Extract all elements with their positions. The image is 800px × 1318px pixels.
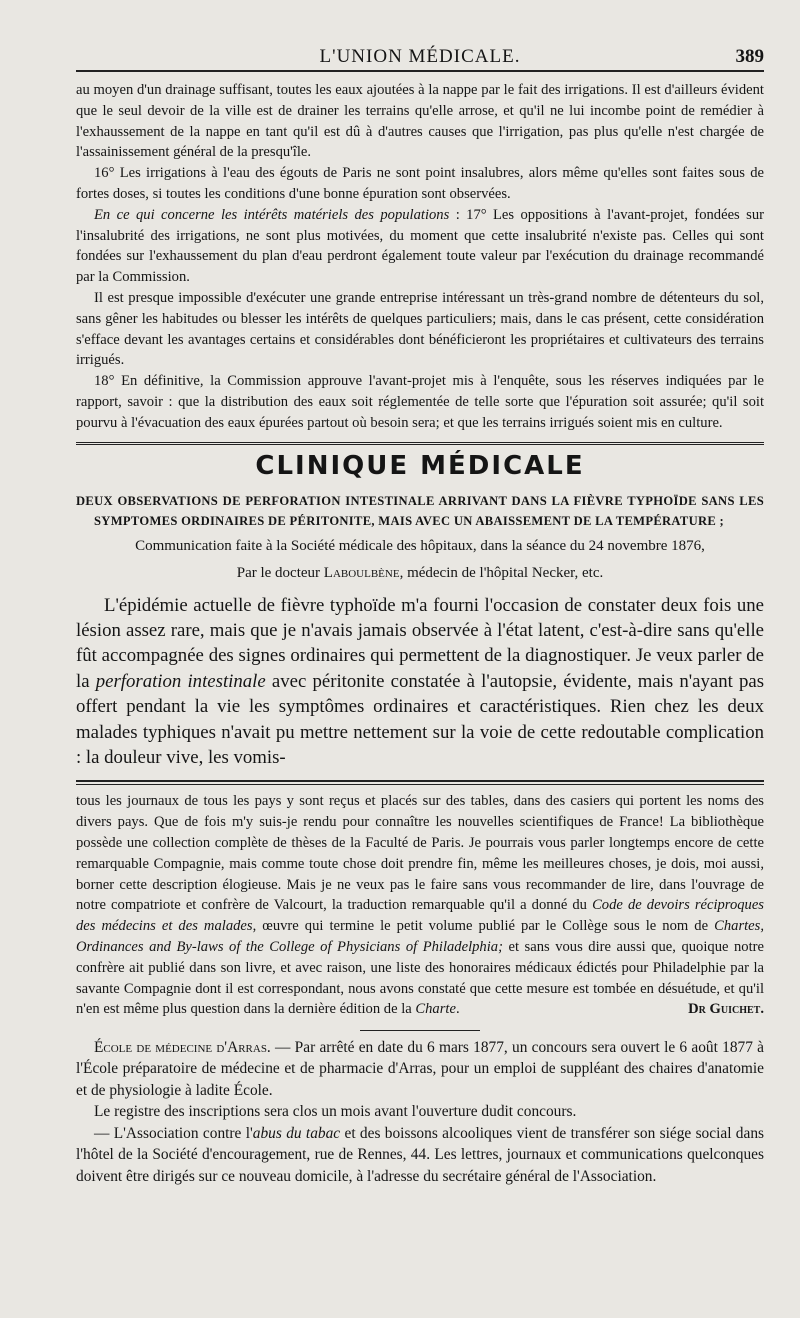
page-header xyxy=(76,30,764,70)
italic-lead: En ce qui concerne les intérêts matériels des populations xyxy=(94,206,450,223)
notice-registre: Le registre des inscriptions sera clos un mois avant l'ouverture dudit concours. xyxy=(94,1103,577,1121)
feuilleton-text-4: . xyxy=(455,1001,460,1018)
author-line xyxy=(76,562,764,585)
notice-tabac-italic: abus du tabac xyxy=(252,1124,341,1142)
feuilleton-text-2: , œuvre qui termine le petit volume publié par le Collège sous le nom de xyxy=(252,918,715,935)
notice-arras xyxy=(76,1037,764,1102)
feuilleton-italic-1: Code de devoirs réciproques des médecins et des malades xyxy=(76,897,764,935)
clinique-body xyxy=(76,593,764,771)
signature: Dr Guichet. xyxy=(688,1001,764,1018)
article-subtitle xyxy=(76,491,764,531)
report-conclusions xyxy=(76,80,764,434)
paragraph-16: 16° Les irrigations à l'eau des égouts de Paris ne sont point insalubres, alors même qu'elles sont faites sous de fortes doses, si toutes les conditions d'une bonne épuration sont observées. xyxy=(76,165,764,202)
notice-tabac-post: et des boissons alcooliques vient de transférer son siége social dans l'hôtel de la Société d'encouragement, rue de Rennes, 44. Les lettres, journaux et communications quelconques doivent être dirigés sur ce nouveau domicile, à l'adresse du secrétaire général de l'Association. xyxy=(76,1124,765,1185)
section-rule xyxy=(76,442,764,445)
paragraph-18: 18° En définitive, la Commission approuve l'avant-projet mis à l'enquête, sous les réserves indiquées par le rapport, savoir : que la distribution des eaux soit réglementée de telle sorte que l'épuration soit assurée; qu'il soit pourvu à l'évacuation des eaux épurées partout où besoin sera; et que les terrains irrigués soient mis en culture. xyxy=(76,373,764,431)
clinique-paragraph xyxy=(76,593,764,771)
notice-arras-text: — Par arrêté en date du 6 mars 1877, un concours sera ouvert le 6 août 1877 à l'École préparatoire de médecine et de pharmacie d'Arras, pour un emploi de suppléant des chaires d'anatomie et de physiologie à ladite École. xyxy=(76,1038,764,1099)
subtitle-text: DEUX OBSERVATIONS DE PERFORATION INTESTINALE ARRIVANT DANS LA FIÈVRE TYPHOÏDE SANS LES SYMPTOMES ORDINAIRES DE PÉRITONITE, MAIS AVEC UN ABAISSEMENT DE LA TEMPÉRATURE ; xyxy=(76,493,764,528)
paragraph-remark: Il est presque impossible d'exécuter une grande entreprise intéressant un très-grand nombre de détenteurs du sol, sans gêner les habitudes ou blesser les intérêts de quelques particuliers; mais, dans le cas présent, cette considération s'efface devant les avantages certains et considérables dont bénéficieront les propriétaires et cultivateurs des terrains irrigués. xyxy=(76,289,764,369)
author-name: Laboulbène xyxy=(323,564,400,581)
author-suffix: , médecin de l'hôpital Necker, etc. xyxy=(399,564,604,581)
running-head: L'UNION MÉDICALE. xyxy=(319,46,521,67)
paragraph-17 xyxy=(76,205,764,288)
notices-rule xyxy=(360,1030,480,1031)
body-italic: perforation intestinale xyxy=(95,670,266,692)
communication-line: Communication faite à la Société médicale des hôpitaux, dans la séance du 24 novembre 1876, xyxy=(135,537,705,554)
paragraph-17-text: : 17° Les oppositions à l'avant-projet, fondées sur l'insalubrité des irrigations, ne sont plus motivées, du moment que cette insalubrité n'existe pas. Celles qui sont fondées sur l'exhaussement du plan d'eau perdront également toute valeur par l'exécution du drainage recommandé par la Commission. xyxy=(76,206,764,286)
feuilleton-italic-2: Chartes, Ordinances and By-laws of the College of Physicians of Philadelphia; xyxy=(76,918,764,955)
paragraph-continuation: au moyen d'un drainage suffisant, toutes les eaux ajoutées à la nappe par le fait des irrigations. Il est d'ailleurs évident que le seul devoir de la ville est de drainer les terrains qu'elle arrose, et qu'il ne lui incombe point de remédier à l'exhaussement de la nappe en tant qu'il est dû à d'autres causes que l'irrigation, pas plus qu'elle n'est chargée de l'assainissement général de la presqu'île. xyxy=(76,82,764,161)
section-title: CLINIQUE MÉDICALE xyxy=(255,450,585,481)
page-number: 389 xyxy=(735,46,764,67)
notices xyxy=(76,1037,764,1188)
notice-arras-head: École de médecine d'Arras. xyxy=(94,1038,271,1056)
feuilleton-text-1: tous les journaux de tous les pays y sont reçus et placés sur des tables, dans des casiers qui portent les noms des divers pays. Que de fois m'y suis-je rendu pour connaître les nouvelles scientifiques de France! La bibliothèque possède une collection complète de thèses de la Faculté de Paris. Je pourrais vous parler longtemps encore de cette remarquable Compagnie, mais comme toute chose doit prendre fin, même les meilleures choses, je dois, moi aussi, borner cette description élogieuse. Mais je ne veux pas le faire sans vous recommander de lire, dans l'ouvrage de notre compatriote et confrère de Valcourt, la traduction remarquable qu'il a donné du xyxy=(76,793,764,914)
feuilleton-italic-3: Charte xyxy=(415,1001,456,1018)
feuilleton xyxy=(76,791,764,1020)
feuilleton-rule xyxy=(76,780,764,785)
header-rule xyxy=(76,70,764,72)
author-prefix: Par le docteur xyxy=(236,564,324,581)
notice-tabac xyxy=(76,1123,764,1188)
body-text-2: avec péritonite constatée à l'autopsie, évidente, mais n'ayant pas offert pendant la vie les symptômes ordinaires et caractéristiques. Rien chez les deux malades typhiques n'avait pu mettre nettement sur la voie de cette redoutable complication : la douleur vive, les vomis- xyxy=(76,670,765,768)
feuilleton-paragraph xyxy=(76,791,764,1020)
notice-tabac-pre: — L'Association contre l' xyxy=(94,1124,253,1142)
feuilleton-text-3: et sans vous dire aussi que, quoique notre confrère ait publié dans son livre, et avec raison, une liste des honoraires médicaux édictés pour Philadelphie par la savante Compagnie dont il est correspondant, nous avons constaté que cette mesure est tombée en désuétude, et qu'il n'en est même plus question dans la dernière édition de la xyxy=(76,938,764,1018)
body-text-1: L'épidémie actuelle de fièvre typhoïde m'a fourni l'occasion de constater deux fois une lésion assez rare, mais que je n'avais jamais observée à l'état latent, c'est-à-dire sans qu'elle fût accompagnée des signes ordinaires qui permettent de la diagnostiquer. Je veux parler de la xyxy=(76,594,764,692)
